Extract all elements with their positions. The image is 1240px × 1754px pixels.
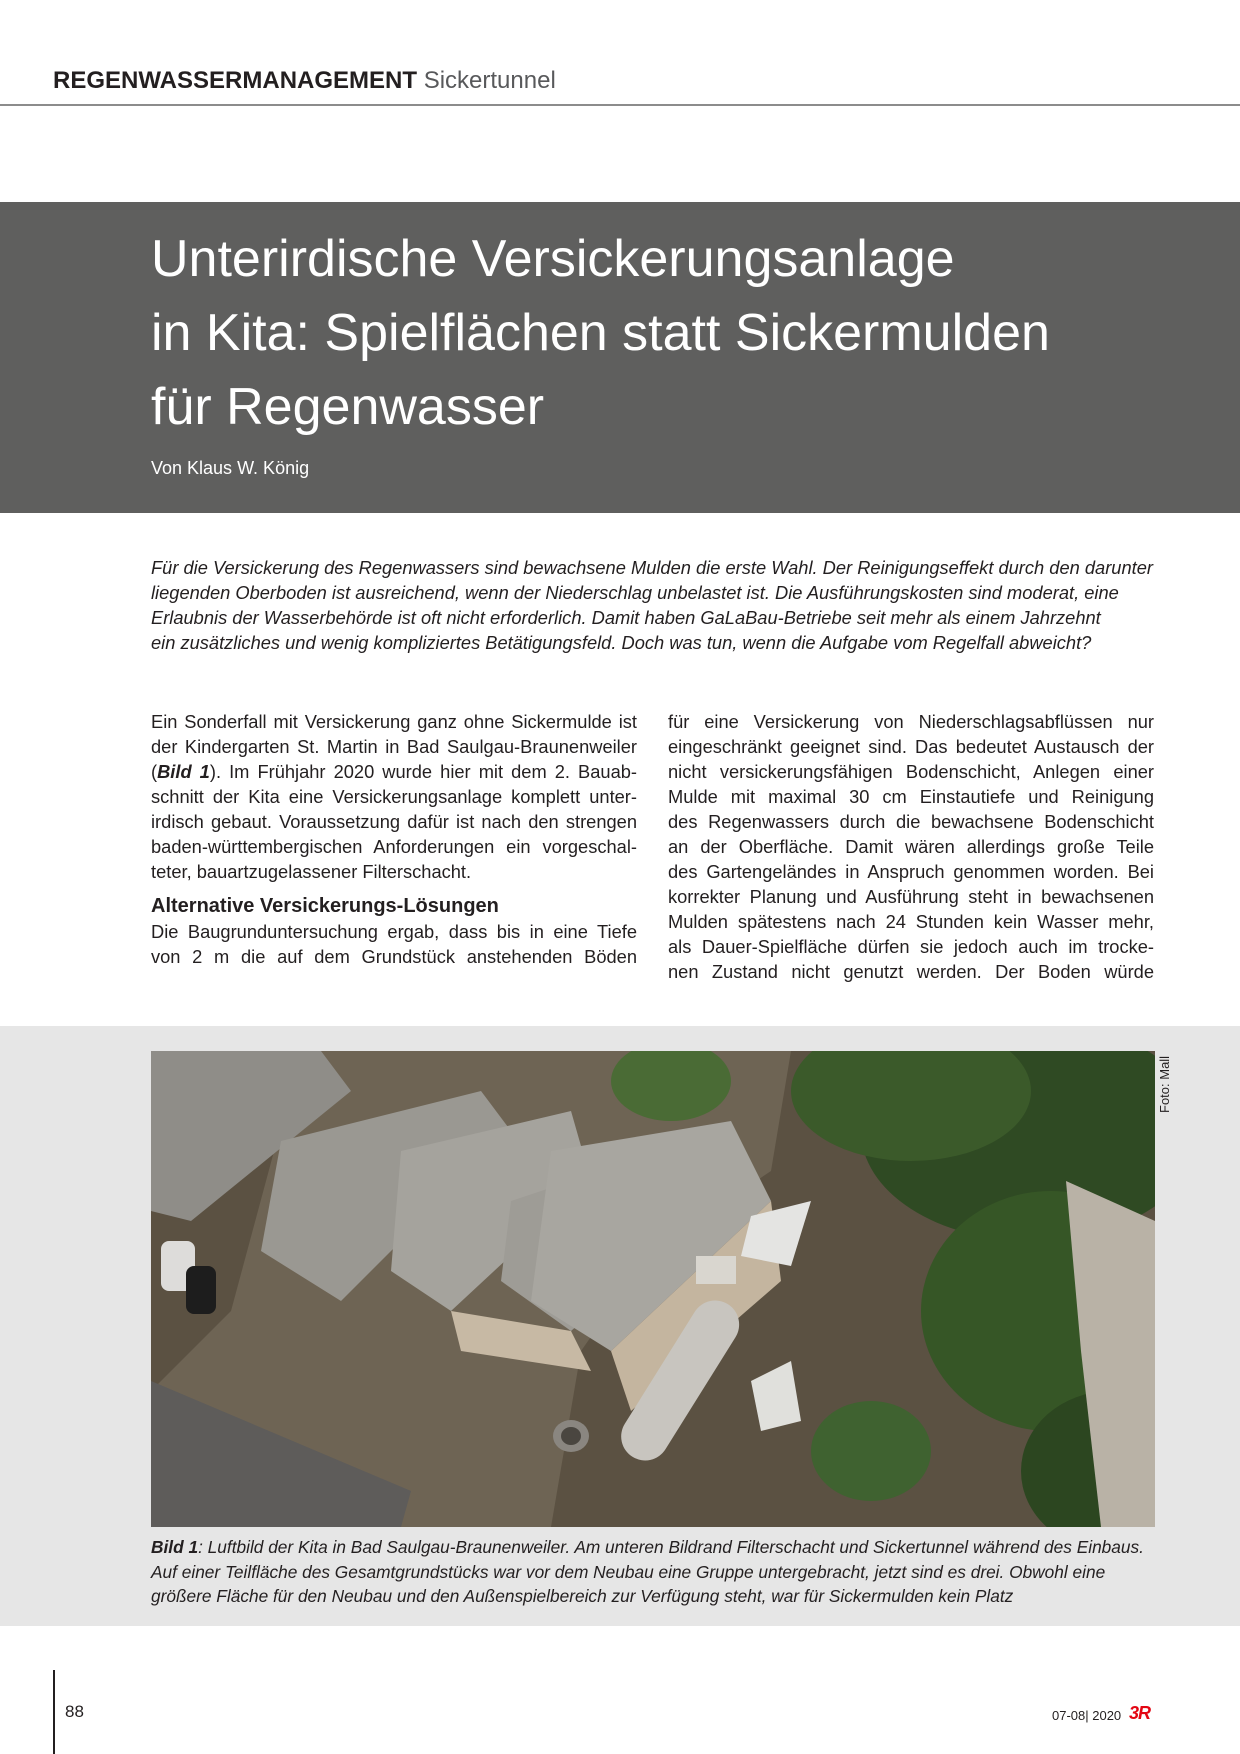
body-line: an der Oberfläche. Damit wären allerdings große Teile bbox=[668, 836, 1154, 857]
body-line: baden-württembergischen Anforderungen ein vorgeschal- bbox=[151, 836, 637, 857]
magazine-logo: 3R bbox=[1129, 1703, 1151, 1723]
body-line: teter, bauartzugelassener Filterschacht. bbox=[151, 861, 472, 882]
body-line: Die Baugrunduntersuchung ergab, dass bis in eine Tiefe bbox=[151, 921, 637, 942]
page-number: 88 bbox=[65, 1702, 84, 1721]
body-line: des Regenwassers durch die bewachsene Bodenschicht bbox=[668, 811, 1154, 832]
lead-paragraph bbox=[151, 555, 1155, 655]
body-line: der Kindergarten St. Martin in Bad Saulgau-Braunenweiler bbox=[151, 736, 637, 757]
lead-line: Erlaubnis der Wasserbehörde ist oft nicht erforderlich. Damit haben GaLaBau-Betriebe seit mehr als einem Jahrzehnt bbox=[151, 607, 1101, 628]
body-line: Mulde mit maximal 30 cm Einstautiefe und Reinigung bbox=[668, 786, 1154, 807]
body-line: nicht versickerungsfähigen Bodenschicht, Anlegen einer bbox=[668, 761, 1154, 782]
body-line: Ein Sonderfall mit Versickerung ganz ohne Sickermulde ist bbox=[151, 711, 637, 732]
running-head-section: REGENWASSERMANAGEMENT bbox=[53, 67, 418, 94]
body-line: eingeschränkt geeignet sind. Das bedeutet Austausch der bbox=[668, 736, 1154, 757]
lead-line: ein zusätzliches und wenig kompliziertes Betätigungsfeld. Doch was tun, wenn die Aufgabe vom Regelfall abweicht? bbox=[151, 632, 1092, 653]
aerial-photo-illustration bbox=[151, 1051, 1155, 1527]
body-line: schnitt der Kita eine Versickerungsanlage komplett unter- bbox=[151, 786, 637, 807]
section-subheading: Alternative Versickerungs-Lösungen bbox=[151, 895, 499, 917]
article-title bbox=[151, 222, 1151, 444]
folio-rule bbox=[53, 1670, 55, 1754]
running-head-rule bbox=[0, 104, 1240, 106]
body-line: von 2 m die auf dem Grundstück anstehenden Böden bbox=[151, 946, 637, 967]
body-line: nen Zustand nicht genutzt werden. Der Boden würde bbox=[668, 961, 1154, 982]
body-line: für eine Versickerung von Niederschlagsabflüssen nur bbox=[668, 711, 1154, 732]
figure-caption bbox=[151, 1535, 1155, 1609]
byline: Von Klaus W. König bbox=[151, 458, 310, 478]
running-head bbox=[53, 66, 556, 96]
caption-label: Bild 1 bbox=[151, 1537, 199, 1557]
body-line: korrekter Planung und Ausführung steht in bewachsenen bbox=[668, 886, 1154, 907]
title-line: für Regenwasser bbox=[151, 378, 545, 436]
caption-line: Auf einer Teilfläche des Gesamtgrundstücks war vor dem Neubau eine Gruppe untergebracht, jetzt sind es drei. Obwohl eine bbox=[151, 1561, 1106, 1582]
body-line: irdisch gebaut. Voraussetzung dafür ist nach den strengen bbox=[151, 811, 637, 832]
title-line: Unterirdische Versickerungsanlage bbox=[151, 230, 955, 288]
lead-line: Für die Versickerung des Regenwassers sind bewachsene Mulden die erste Wahl. Der Reinigungseffekt durch den darunter bbox=[151, 557, 1153, 578]
caption-line: größere Fläche für den Neubau und den Außenspielbereich zur Verfügung steht, war für Sickermulden kein Platz bbox=[151, 1586, 1014, 1606]
body-column-right bbox=[668, 709, 1154, 984]
lead-line: liegenden Oberboden ist ausreichend, wenn der Niederschlag unbelastet ist. Die Ausführungskosten sind moderat, eine bbox=[151, 582, 1119, 603]
caption-line: Bild 1: Luftbild der Kita in Bad Saulgau-Braunenweiler. Am unteren Bildrand Filterschacht und Sickertunnel während des Einbaus. bbox=[151, 1537, 1144, 1557]
body-line: Mulden spätestens nach 24 Stunden kein Wasser mehr, bbox=[668, 911, 1154, 932]
body-line-figure-ref: (Bild 1). Im Frühjahr 2020 wurde hier mit dem 2. Bauab- bbox=[151, 761, 637, 782]
running-head-subsection: Sickertunnel bbox=[423, 67, 556, 94]
body-line: des Gartengeländes in Anspruch genommen worden. Bei bbox=[668, 861, 1154, 882]
issue-date: 07-08| 2020 bbox=[1052, 1708, 1122, 1723]
photo-credit: Foto: Mall bbox=[1157, 1055, 1172, 1113]
aerial-photo-kita bbox=[151, 1051, 1155, 1527]
body-line: als Dauer-Spielfläche dürfen sie jedoch auch im trocke- bbox=[668, 936, 1154, 957]
title-line: in Kita: Spielflächen statt Sickermulden bbox=[151, 304, 1050, 362]
figure-reference: Bild 1 bbox=[157, 761, 210, 782]
body-column-left bbox=[151, 709, 637, 969]
